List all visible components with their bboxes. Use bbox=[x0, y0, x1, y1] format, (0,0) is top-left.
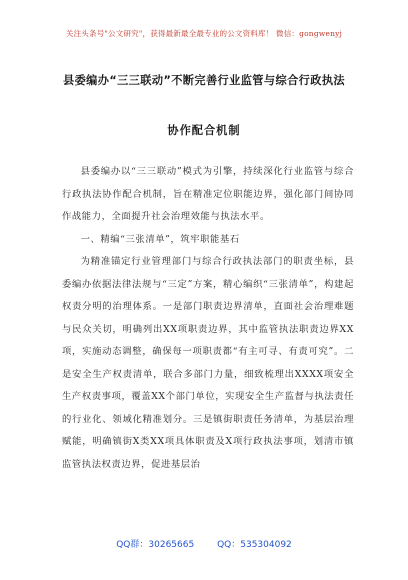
footer-qq-group: QQ群：30265665 bbox=[116, 540, 195, 550]
section-heading-1: 一、精编“三张清单”，筑牢职能基石 bbox=[80, 233, 240, 245]
header-promo-note: 关注头条号"公文研究"，获得最新最全最专业的公文资料库！ 微信：gongwenyj bbox=[65, 29, 343, 38]
footer-contact bbox=[0, 537, 408, 550]
intro-paragraph: 县委编办以“三三联动”模式为引擎，持续深化行业监管与综合行政执法协作配合机制，旨在精准定位职能边界，强化部门间协同作战能力，全面提升社会治理效能与执法水平。 bbox=[62, 166, 354, 222]
footer-qq: QQ：535304092 bbox=[217, 540, 292, 550]
document-title-line1: 县委编办“三三联动”不断完善行业监管与综合行政执法 bbox=[62, 74, 346, 87]
document-title-line2: 协作配合机制 bbox=[167, 124, 241, 137]
document-body bbox=[62, 161, 354, 476]
section-1-paragraph: 为精准锚定行业管理部门与综合行政执法部门的职责坐标，县委编办依据法律法规与“三定”方案，精心编织“三张清单”，构建起权责分明的治理体系。一是部门职责边界清单，直面社会治理难题与民众关切，明确列出XX项职责边界，其中监管执法职责边界XX项，实施动态调整，确保每一项职责都“有主可寻、有责可究”。二是安全生产权责清单，联合多部门力量，细致梳理出XXXX项安全生产权责事项，覆盖XX个部门单位，实现安全生产监督与执法责任的行业化、领域化精准划分。三是镇街职责任务清单，为基层治理赋能，明确镇街X类XX项具体职责及X项行政执法事项，划清市镇监管执法权责边界，促进基层治 bbox=[62, 256, 354, 470]
